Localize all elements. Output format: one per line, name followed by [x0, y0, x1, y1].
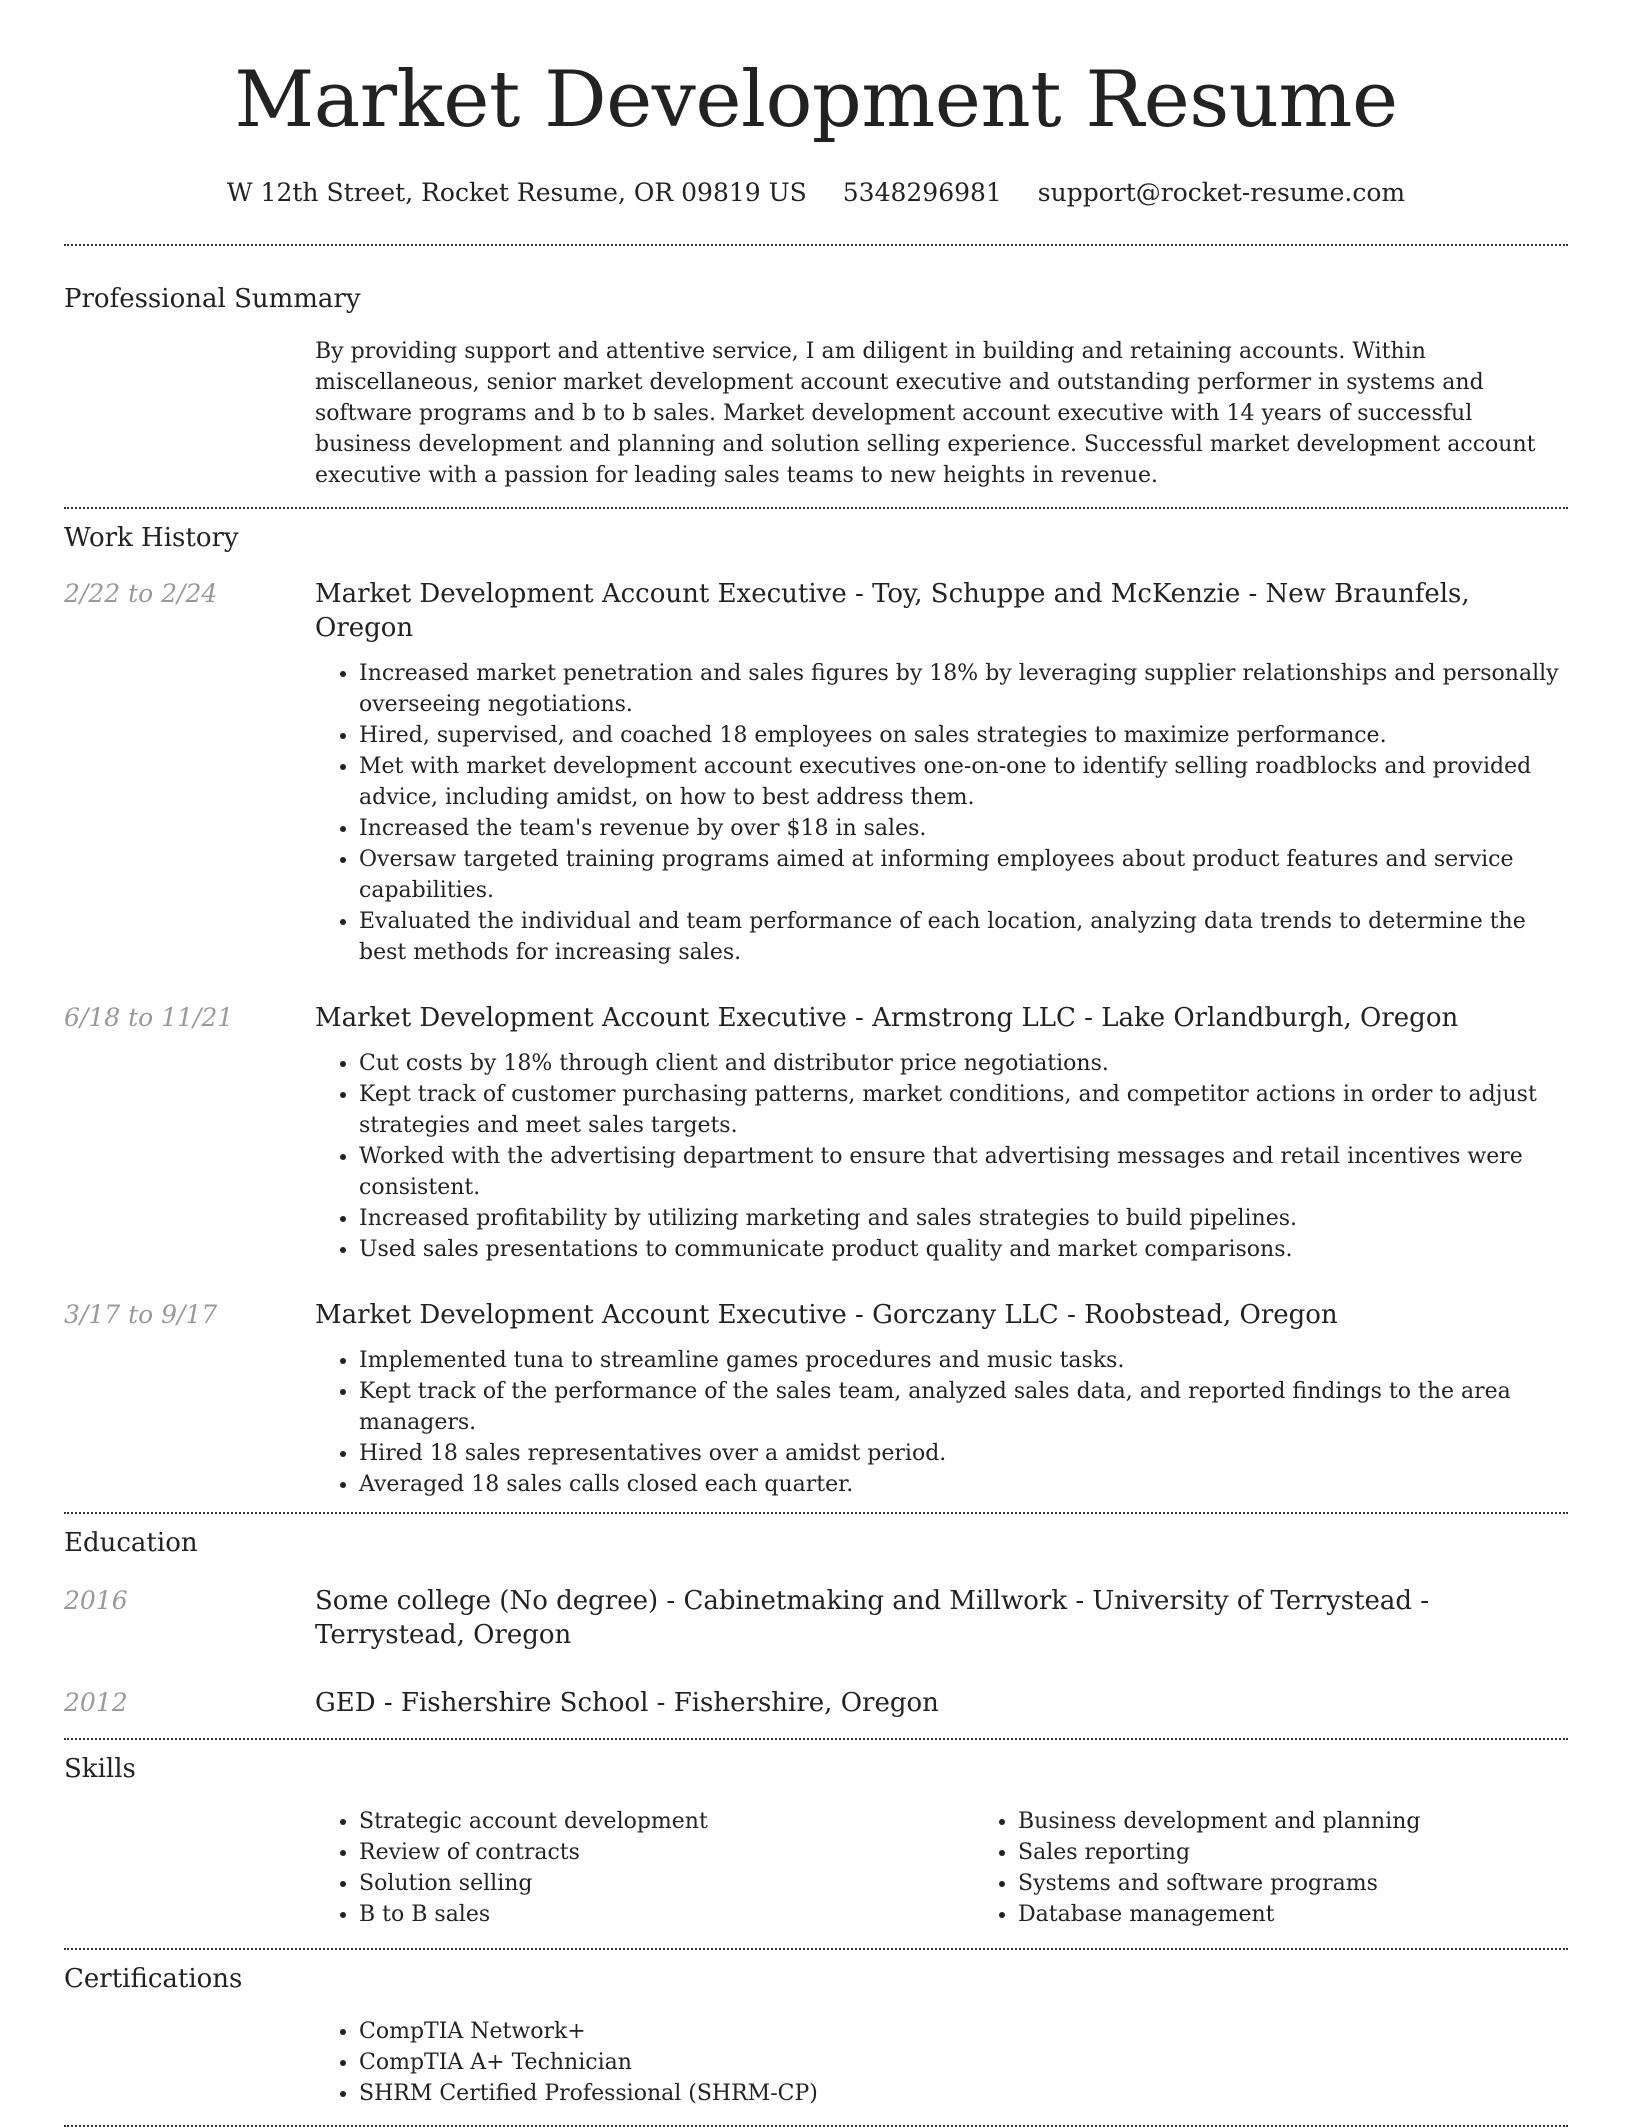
section-heading: Certifications — [64, 1964, 243, 1994]
section-heading: Education — [64, 1528, 198, 1558]
divider — [64, 1948, 1568, 1950]
job-title: Market Development Account Executive - Gorczany LLC - Roobstead, Oregon — [315, 1300, 1338, 1330]
list-item: • Worked with the advertising department to ensure that advertising messages and retail incentives were consistent. — [359, 1141, 1568, 1203]
education-text: GED - Fishershire School - Fishershire, Oregon — [315, 1688, 939, 1718]
skills-section — [64, 1752, 1568, 1930]
job-title: Market Development Account Executive - Toy, Schuppe and McKenzie - New Braunfels, Oregon — [315, 579, 1470, 643]
certifications-section — [64, 1962, 1568, 2109]
list-item: • Averaged 18 sales calls closed each quarter. — [359, 1469, 1568, 1500]
list-item: • Solution selling — [359, 1868, 974, 1899]
list-item: • Increased profitability by utilizing marketing and sales strategies to build pipelines. — [359, 1203, 1568, 1234]
list-item: • Implemented tuna to streamline games procedures and music tasks. — [359, 1345, 1568, 1376]
education-section — [64, 1526, 1568, 1720]
job-dates: 3/17 to 9/17 — [64, 1300, 218, 1329]
list-item: • Cut costs by 18% through client and distributor price negotiations. — [359, 1048, 1568, 1079]
summary-text: By providing support and attentive service, I am diligent in building and retaining accounts. Within miscellaneous, senior market development account executive and outstanding performer in systems and software programs and b to b sales. Market development account executive with 14 years of successful business development and planning and solution selling experience. Successful market development account executive with a passion for leading sales teams to new heights in revenue. — [315, 339, 1536, 488]
list-item: • Hired 18 sales representatives over a amidst period. — [359, 1438, 1568, 1469]
job-title: Market Development Account Executive - Armstrong LLC - Lake Orlandburgh, Oregon — [315, 1003, 1459, 1033]
list-item: • Kept track of the performance of the sales team, analyzed sales data, and reported findings to the area managers. — [359, 1376, 1568, 1438]
education-text: Some college (No degree) - Cabinetmaking and Millwork - University of Terrystead - Terrystead, Oregon — [315, 1586, 1430, 1650]
education-year: 2012 — [64, 1688, 128, 1717]
list-item: • Met with market development account executives one-on-one to identify selling roadblocks and provided advice, including amidst, on how to best address them. — [359, 751, 1568, 813]
certifications-list — [315, 2016, 1568, 2109]
list-item: • Database management — [1018, 1899, 1632, 1930]
contact-address: W 12th Street, Rocket Resume, OR 09819 US — [226, 178, 807, 207]
list-item: • Business development and planning — [1018, 1806, 1632, 1837]
list-item: • Systems and software programs — [1018, 1868, 1632, 1899]
list-item: • Oversaw targeted training programs aimed at informing employees about product features and service capabilities. — [359, 844, 1568, 906]
list-item: • CompTIA A+ Technician — [359, 2047, 1568, 2078]
list-item: • CompTIA Network+ — [359, 2016, 1568, 2047]
job-bullets — [315, 1345, 1568, 1500]
section-heading: Work History — [64, 523, 239, 553]
section-heading: Skills — [64, 1754, 136, 1784]
divider — [64, 507, 1568, 509]
summary-section — [64, 282, 1568, 491]
divider — [64, 1512, 1568, 1514]
list-item: • Evaluated the individual and team performance of each location, analyzing data trends to determine the best methods for increasing sales. — [359, 906, 1568, 968]
divider — [64, 244, 1568, 246]
job-entry — [64, 577, 1568, 968]
list-item: • Increased market penetration and sales figures by 18% by leveraging supplier relationships and personally overseeing negotiations. — [359, 658, 1568, 720]
list-item: • SHRM Certified Professional (SHRM-CP) — [359, 2078, 1568, 2109]
skills-list-right — [974, 1806, 1632, 1930]
list-item: • Increased the team's revenue by over $18 in sales. — [359, 813, 1568, 844]
list-item: • B to B sales — [359, 1899, 974, 1930]
contact-phone: 5348296981 — [842, 178, 1002, 207]
list-item: • Review of contracts — [359, 1837, 974, 1868]
education-year: 2016 — [64, 1586, 128, 1615]
list-item: • Kept track of customer purchasing patterns, market conditions, and competitor actions in order to adjust strategies and meet sales targets. — [359, 1079, 1568, 1141]
list-item: • Hired, supervised, and coached 18 employees on sales strategies to maximize performance. — [359, 720, 1568, 751]
job-bullets — [315, 658, 1568, 968]
education-entry — [64, 1686, 1568, 1720]
resume-header — [64, 0, 1568, 210]
job-entry — [64, 1298, 1568, 1500]
skills-list-left — [315, 1806, 974, 1930]
job-dates: 2/22 to 2/24 — [64, 579, 218, 608]
education-entry — [64, 1584, 1568, 1652]
divider — [64, 1738, 1568, 1740]
list-item: • Sales reporting — [1018, 1837, 1632, 1868]
job-dates: 6/18 to 11/21 — [64, 1003, 234, 1032]
section-heading: Professional Summary — [64, 284, 361, 314]
job-bullets — [315, 1048, 1568, 1265]
resume-title: Market Development Resume — [234, 55, 1398, 145]
list-item: • Used sales presentations to communicate product quality and market comparisons. — [359, 1234, 1568, 1265]
contact-line — [64, 176, 1568, 210]
work-history-section — [64, 521, 1568, 1500]
job-entry — [64, 1001, 1568, 1265]
contact-email: support@rocket-resume.com — [1037, 178, 1406, 207]
list-item: • Strategic account development — [359, 1806, 974, 1837]
